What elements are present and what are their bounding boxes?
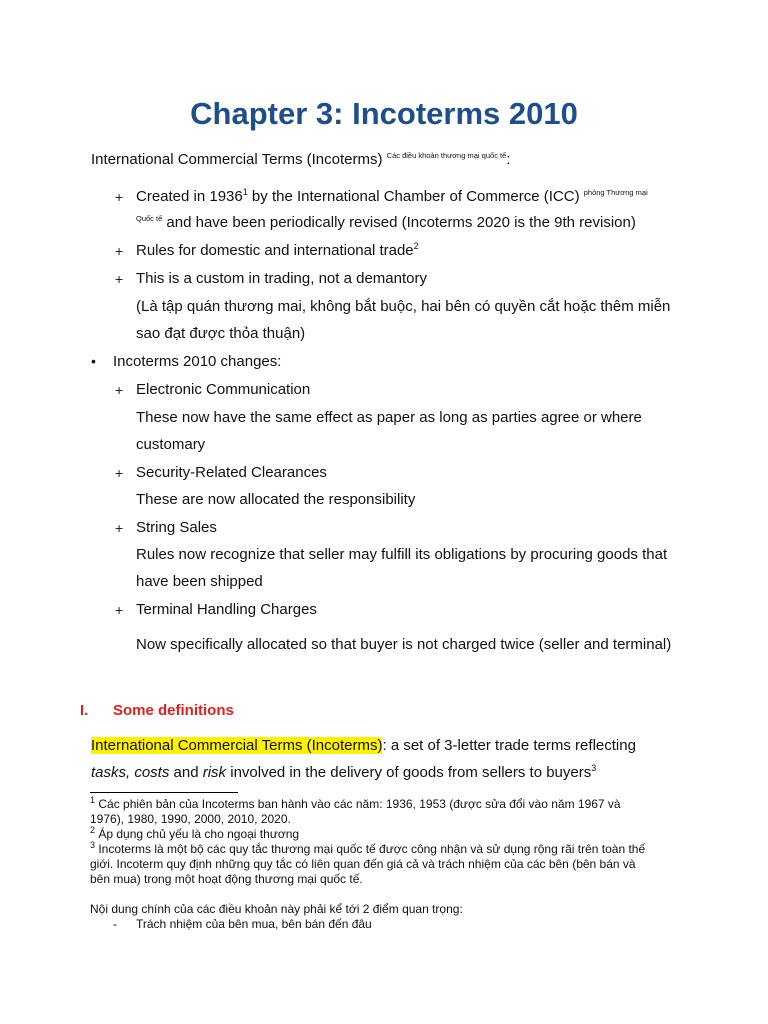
sub1-text-c: and have been periodically revised (Incoterms 2020 is the 9th revision) xyxy=(162,214,636,231)
footnote-1-cont: 1976), 1980, 1990, 2000, 2010, 2020. xyxy=(90,812,291,826)
plus-marker-icon: + xyxy=(115,520,124,536)
definition-term: International Commercial Terms (Incoterms) xyxy=(91,737,383,754)
plus-marker-icon: + xyxy=(115,465,124,481)
footnote-ref-1[interactable]: 1 xyxy=(242,187,248,197)
sub-item-custom-vn2: sao đạt được thỏa thuận) xyxy=(136,325,306,342)
footnote-2 xyxy=(90,827,299,842)
definition-risk: risk xyxy=(202,764,227,781)
changes-heading: Incoterms 2010 changes: xyxy=(113,353,282,370)
change-description-cont: have been shipped xyxy=(136,573,263,590)
change-description: These are now allocated the responsibility xyxy=(136,491,416,508)
plus-marker-icon: + xyxy=(115,271,124,287)
definition-text: : a set of 3-letter trade terms reflecting xyxy=(382,737,636,754)
change-label: Security-Related Clearances xyxy=(136,464,327,481)
intro-note: Các điều khoản thương mại quốc tế xyxy=(386,151,507,160)
sub-item-rules xyxy=(136,242,419,260)
footnote-dash-item: Trách nhiệm của bên mua, bên bán đến đâu xyxy=(136,917,372,931)
definition-line-2 xyxy=(91,764,596,782)
change-label: Terminal Handling Charges xyxy=(136,601,317,618)
footnote-2-number: 2 xyxy=(90,825,96,835)
plus-marker-icon: + xyxy=(115,602,124,618)
dash-marker-icon: - xyxy=(113,917,117,931)
footnote-paragraph: Nội dung chính của các điều khoản này phải kể tới 2 điểm quan trọng: xyxy=(90,902,463,916)
footnote-3-number: 3 xyxy=(90,840,96,850)
plus-marker-icon: + xyxy=(115,243,124,259)
definition-line-1 xyxy=(91,737,636,755)
intro-line xyxy=(91,151,510,169)
section-title: Some definitions xyxy=(113,702,234,719)
page-title: Chapter 3: Incoterms 2010 xyxy=(190,96,578,131)
change-description: Now specifically allocated so that buyer is not charged twice (seller and terminal) xyxy=(136,636,672,653)
icc-note: phòng Thương mại xyxy=(583,188,648,197)
sub-item-custom: This is a custom in trading, not a demantory xyxy=(136,270,427,287)
section-number: I. xyxy=(80,702,89,719)
sub-item-created-cont xyxy=(136,214,636,232)
intro-text: International Commercial Terms (Incoterms) xyxy=(91,151,383,168)
footnote-ref-3[interactable]: 3 xyxy=(591,763,597,773)
sub1-text-a: Created in 1936 xyxy=(136,188,243,205)
footnote-separator xyxy=(90,792,238,793)
footnote-3 xyxy=(90,842,645,857)
sub2-text: Rules for domestic and international trade xyxy=(136,242,414,259)
icc-note-cont: Quốc tế xyxy=(136,214,163,223)
footnote-3-text: Incoterms là một bộ các quy tắc thương mại quốc tế được công nhận và sử dụng rộng rãi trên toàn thế xyxy=(95,842,646,856)
plus-marker-icon: + xyxy=(115,189,124,205)
change-label: Electronic Communication xyxy=(136,381,311,398)
sub1-text-b: by the International Chamber of Commerce (ICC) xyxy=(247,188,584,205)
plus-marker-icon: + xyxy=(115,382,124,398)
sub-item-created xyxy=(136,188,648,206)
change-description: Rules now recognize that seller may fulfill its obligations by procuring goods that xyxy=(136,546,668,563)
change-description-cont: customary xyxy=(136,436,206,453)
sub-item-custom-vn1: (Là tập quán thương mai, không bắt buộc, hai bên có quyền cắt hoặc thêm miễn xyxy=(136,298,671,315)
definition-text-2: involved in the delivery of goods from sellers to buyers xyxy=(226,764,592,781)
footnote-1 xyxy=(90,797,621,812)
bullet-marker-icon: • xyxy=(91,353,96,369)
footnote-1-text: Các phiên bản của Incoterms ban hành vào các năm: 1936, 1953 (được sửa đổi vào năm 1967 và xyxy=(95,797,621,811)
footnote-ref-2[interactable]: 2 xyxy=(413,241,419,251)
intro-end: : xyxy=(506,151,511,168)
definition-and: and xyxy=(169,764,203,781)
change-label: String Sales xyxy=(136,519,217,536)
footnote-3-cont: bên mua) trong một hoạt động thương mại quốc tế. xyxy=(90,872,363,886)
footnote-2-text: Áp dụng chủ yếu là cho ngoại thương xyxy=(95,827,300,841)
footnote-1-number: 1 xyxy=(90,795,96,805)
footnote-3-cont: giới. Incoterm quy định những quy tắc có liên quan đến giá cả và trách nhiệm của các bên (bên bán và xyxy=(90,857,636,871)
change-description: These now have the same effect as paper as long as parties agree or where xyxy=(136,409,642,426)
definition-tasks: tasks, costs xyxy=(91,764,170,781)
